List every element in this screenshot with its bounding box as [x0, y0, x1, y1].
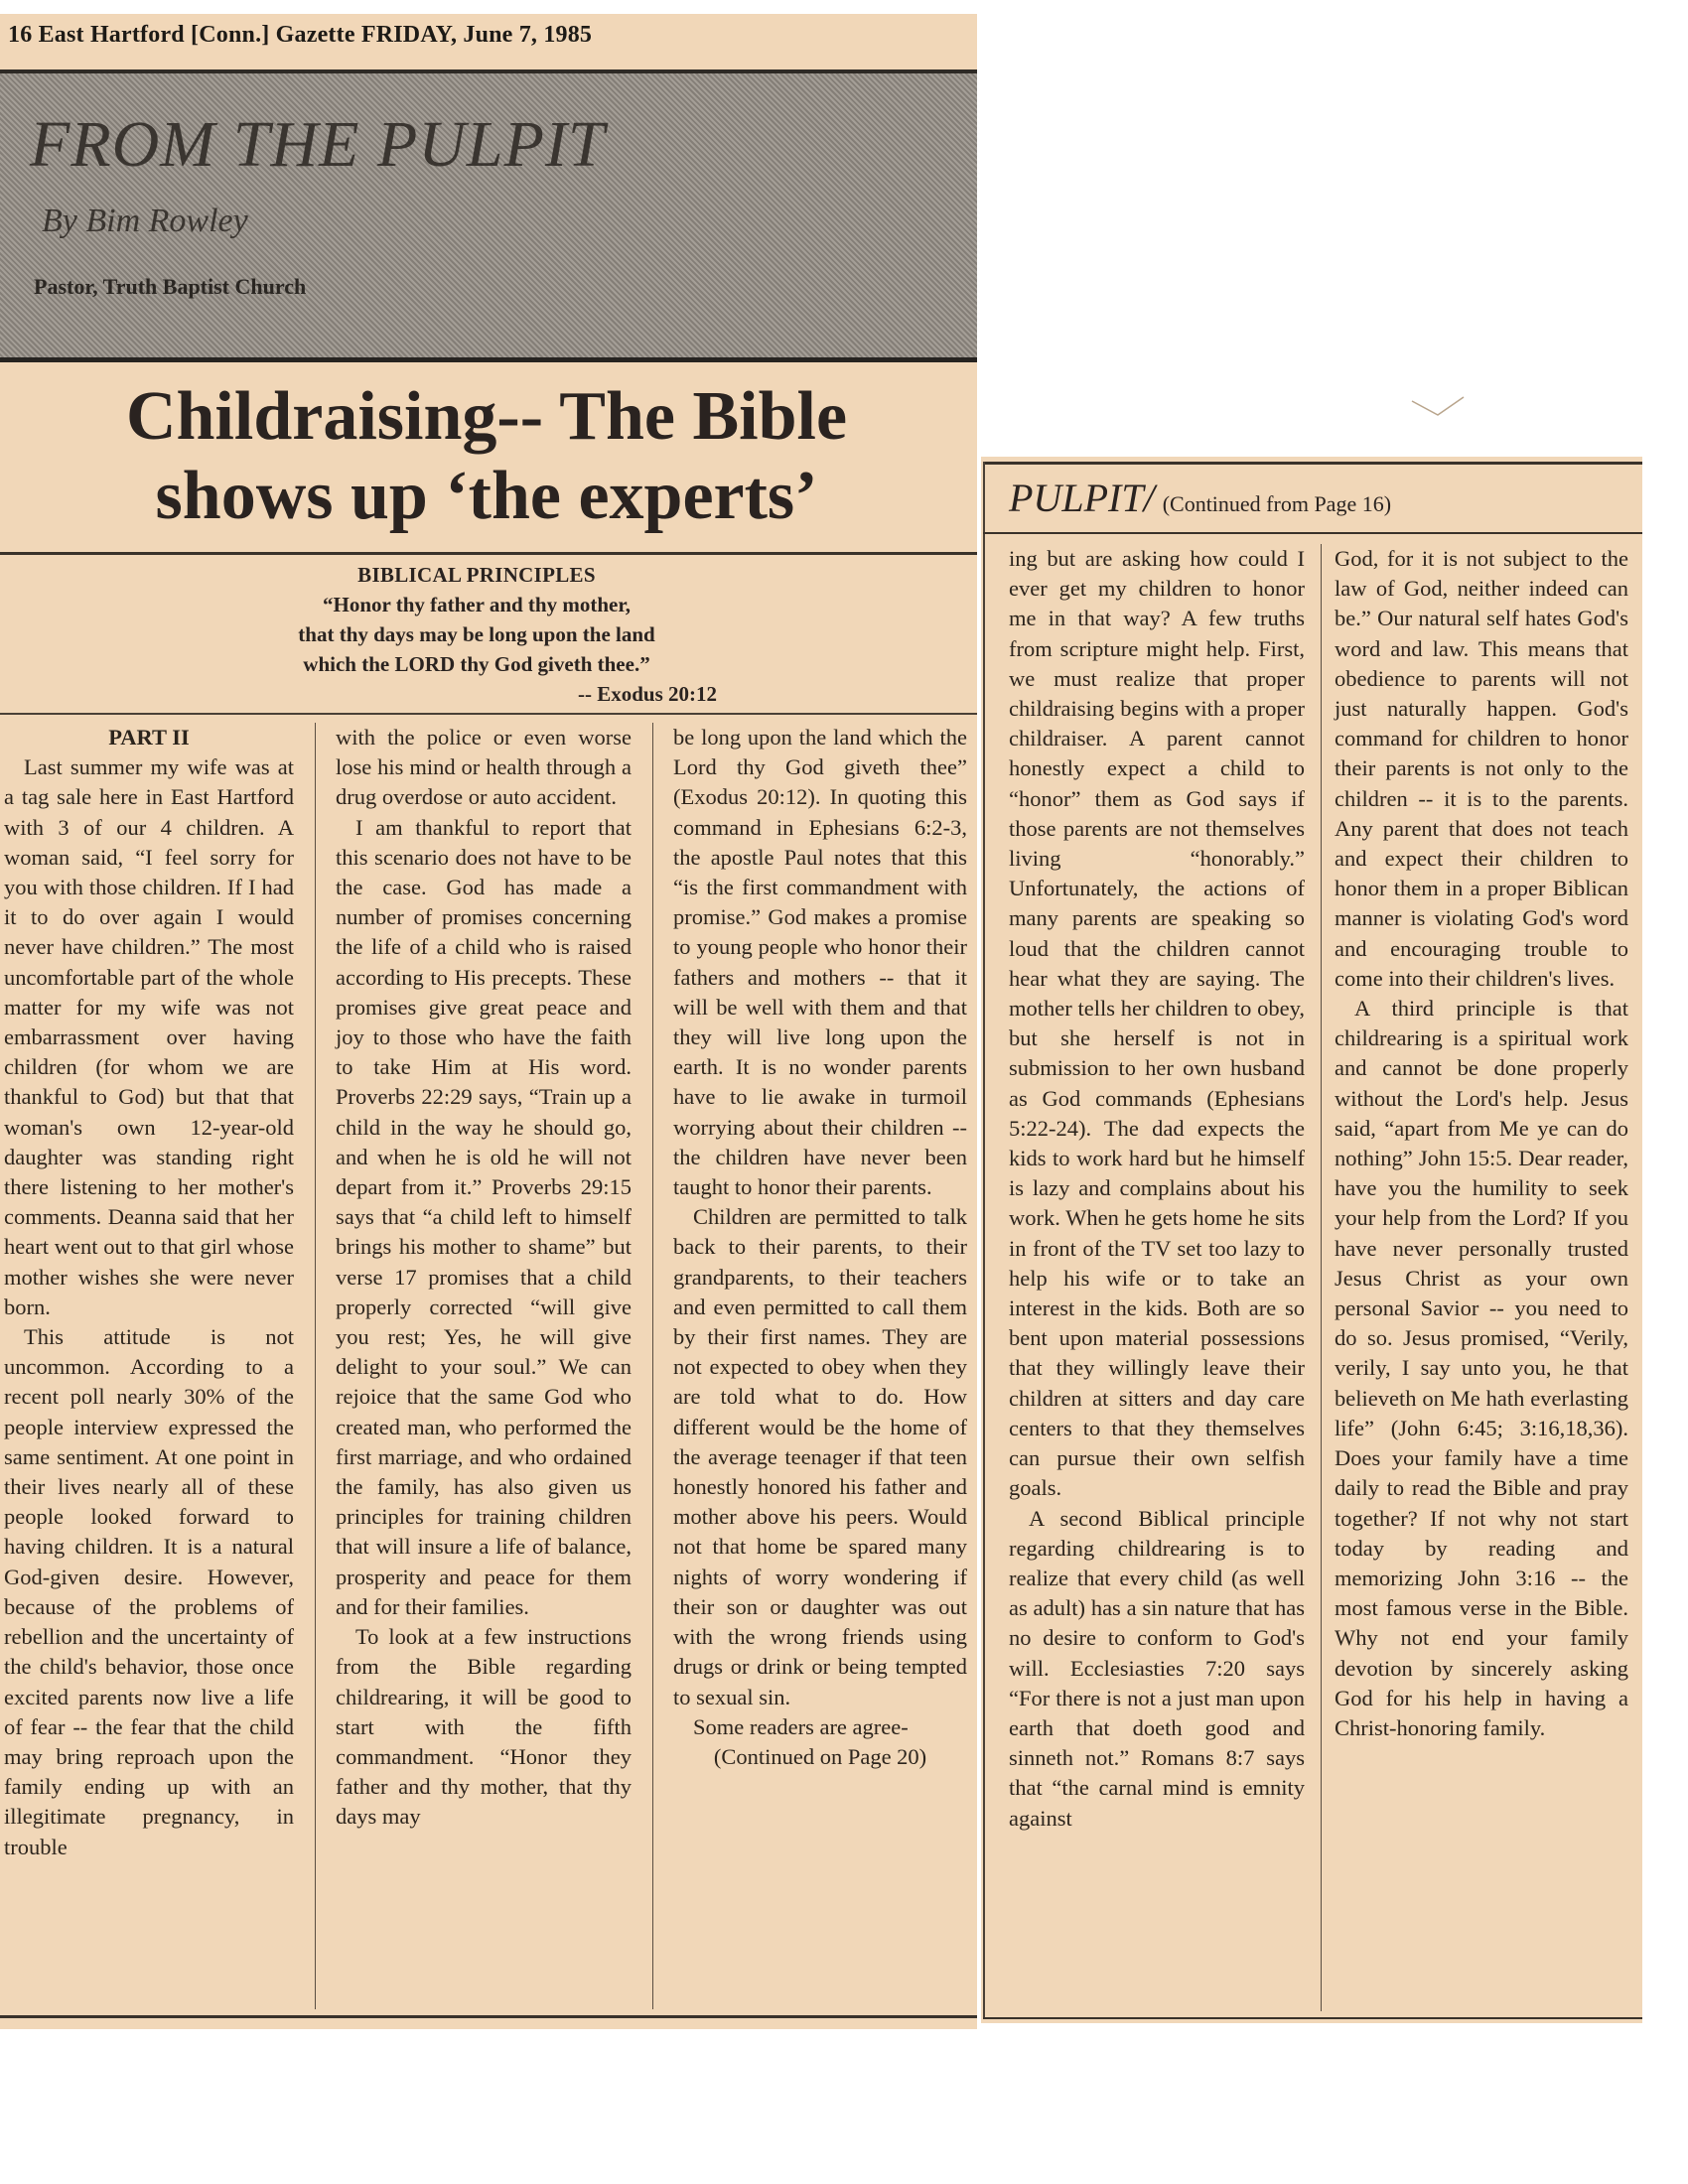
column-divider — [315, 723, 316, 2009]
paragraph: To look at a few instructions from the Bible regarding childrearing, it will be good to start with the fifth commandment. “Honor they father and thy mother, that thy days may — [336, 1624, 632, 1830]
paragraph: A third principle is that childrearing is a spiritual work and cannot be done properly without the Lord's help. Jesus said, “apart from Me ye can do nothing” John 15:5. Dear reader, have you the humility to seek your help from the Lord? If you have never personally trusted Jesus Christ as your own personal Savior -- you need to do so. Jesus promised, “Verily, verily, I say unto you, he that believeth on Me hath everlasting life” (John 6:45; 3:16,18,36). Does your family have a time daily to read the Bible and pray together? If not why not start today by reading and memorizing John 3:16 -- the most famous verse in the Bible. Why not end your family devotion by sincerely asking God for his help in having a Christ-honoring family. — [1335, 996, 1628, 1740]
paragraph: with the police or even worse lose his mind or health through a drug overdose or auto accident. — [336, 725, 632, 810]
article-column-2 — [336, 723, 632, 1833]
headline-rule — [0, 552, 977, 555]
paragraph: Last summer my wife was at a tag sale here in East Hartford with 3 of our 4 children. A woman said, “I feel sorry for you with those children. If I had it to do over again I would never have children.” The most uncomfortable part of the whole matter for my wife was not embarrassment over having children (for whom we are thankful to God) but that that woman's own 12-year-old daughter was standing right there listening to her mother's comments. Deanna said that her heart went out to that girl whose mother wishes she were never born. — [4, 754, 294, 1319]
headline — [10, 377, 963, 536]
pencil-mark — [1408, 395, 1468, 425]
biblical-principles-box — [218, 560, 735, 709]
paragraph: Children are permitted to talk back to their parents, to their grandparents, to their teachers and even permitted to call them by their first names. They are not expected to obey when they are told what to do. How different would be the home of the average teenager if that teen honestly honored his father and mother above his peers. Would not that home be spared many nights of worry wondering if their son or daughter was out with the wrong friends using drugs or drink or being tempted to sexual sin. — [673, 1204, 967, 1709]
headline-line-2: shows up ‘the experts’ — [155, 458, 818, 534]
continuation-header-rule — [983, 532, 1642, 534]
author-title: Pastor, Truth Baptist Church — [34, 274, 307, 299]
paragraph: A second Biblical principle regarding childrearing is to realize that every child (as well as adult) has a sin nature that has no desire to conform to God's will. Ecclesiasties 7:20 says “For there is not a just man upon earth that doeth good and sinneth not.” Romans 8:7 says that “the carnal mind is emnity against — [1009, 1505, 1305, 1831]
column-divider — [652, 723, 653, 2009]
continuation-left-rule — [983, 462, 985, 2018]
paragraph: ing but are asking how could I ever get my children to honor me in that way? A few truths from scripture might help. First, we must realize that proper childraising begins with a proper childraiser. A parent cannot honestly expect a child to “honor” them as God says if those parents are not themselves living “honorably.” Unfortunately, the actions of many parents are speaking so loud that the children cannot hear what they are saying. The mother tells her children to obey, but she herself is not in submission to her own husband as God commands (Ephesians 5:22-24). The dad expects the kids to work hard but he himself is lazy and complains about his work. When he gets home he sits in front of the TV set too lazy to help his wife or to take an interest in the kids. Both are so bent upon material possessions that they willingly leave their children at sitters and day care centers to that they themselves can pursue their own selfish goals. — [1009, 546, 1305, 1501]
continued-from-note: (Continued from Page 16) — [1162, 491, 1392, 516]
column-divider — [1321, 544, 1322, 2011]
quote-rule — [0, 713, 977, 715]
continuation-label: PULPIT/ — [1009, 476, 1155, 520]
paragraph: Some readers are agree- — [693, 1713, 909, 1739]
article-column-3 — [673, 723, 967, 1772]
continuation-column-1 — [1009, 544, 1305, 1834]
article-column-1 — [4, 723, 294, 1862]
bottom-rule — [0, 2015, 977, 2018]
page-folio: 16 East Hartford [Conn.] Gazette FRIDAY, June 7, 1985 — [8, 22, 593, 48]
paragraph: be long upon the land which the Lord thy God giveth thee” (Exodus 20:12). In quoting this command in Ephesians 6:2-3, the apostle Paul notes that this “is the first commandment with promise.” God makes a promise to young people who honor their fathers and mothers -- that it will be well with them and that they will live long upon the earth. It is no wonder parents have to lie awake in turmoil worrying about their children -- the children have never been taught to honor their parents. — [673, 725, 967, 1200]
principles-quote-line-2: that thy days may be long upon the land — [298, 622, 655, 646]
paragraph: This attitude is not uncommon. According to a recent poll nearly 30% of the people interview expressed the same sentiment. At one point in their lives nearly all of these people looked forward to having children. It is a natural God-given desire. However, because of the problems of rebellion and the uncertainty of the child's behavior, those once excited parents now live a life of fear -- the fear that the child may bring reproach upon the family ending up with an illegitimate pregnancy, in trouble — [4, 1324, 294, 1859]
continuation-top-rule — [983, 462, 1642, 465]
continuation-bottom-rule — [983, 2017, 1642, 2019]
principles-quote-line-1: “Honor thy father and thy mother, — [323, 593, 631, 616]
continuation-header — [1009, 475, 1391, 521]
principles-reference: -- Exodus 20:12 — [577, 682, 717, 706]
column-title: FROM THE PULPIT — [30, 108, 606, 181]
paragraph: God, for it is not subject to the law of God, neither indeed can be.” Our natural self hates God's word and law. This means that obedience to parents will not just naturally happen. God's command for children to honor their parents is not only to the children -- it is to the parents. Any parent that does not teach and expect their children to honor them in a proper Biblican manner is violating God's word and encouraging trouble to come into their children's lives. — [1335, 546, 1628, 991]
continued-on-note: (Continued on Page 20) — [713, 1743, 927, 1769]
paragraph: I am thankful to report that this scenario does not have to be the case. God has made a number of promises concerning the life of a child who is raised according to His precepts. These promises give great peace and joy to those who have the faith to take Him at His word. Proverbs 22:29 says, “Train up a child in the way he should go, and when he is old he will not depart from it.” Proverbs 29:15 says that “a child left to himself brings his mother to shame” but verse 17 promises that a child properly corrected “will give you rest; Yes, he will give delight to your soul.” We can rejoice that the same God who created man, who performed the first marriage, and who ordained the family, has also given us principles for training children that will insure a life of balance, prosperity and peace for them and for their families. — [336, 814, 632, 1619]
continuation-column-2 — [1335, 544, 1628, 1743]
part-label: PART II — [108, 725, 190, 750]
byline: By Bim Rowley — [42, 203, 248, 239]
principles-quote-line-3: which the LORD thy God giveth thee.” — [303, 652, 650, 676]
headline-line-1: Childraising-- The Bible — [125, 378, 848, 455]
principles-heading: BIBLICAL PRINCIPLES — [357, 563, 596, 587]
banner-rule — [0, 357, 977, 362]
